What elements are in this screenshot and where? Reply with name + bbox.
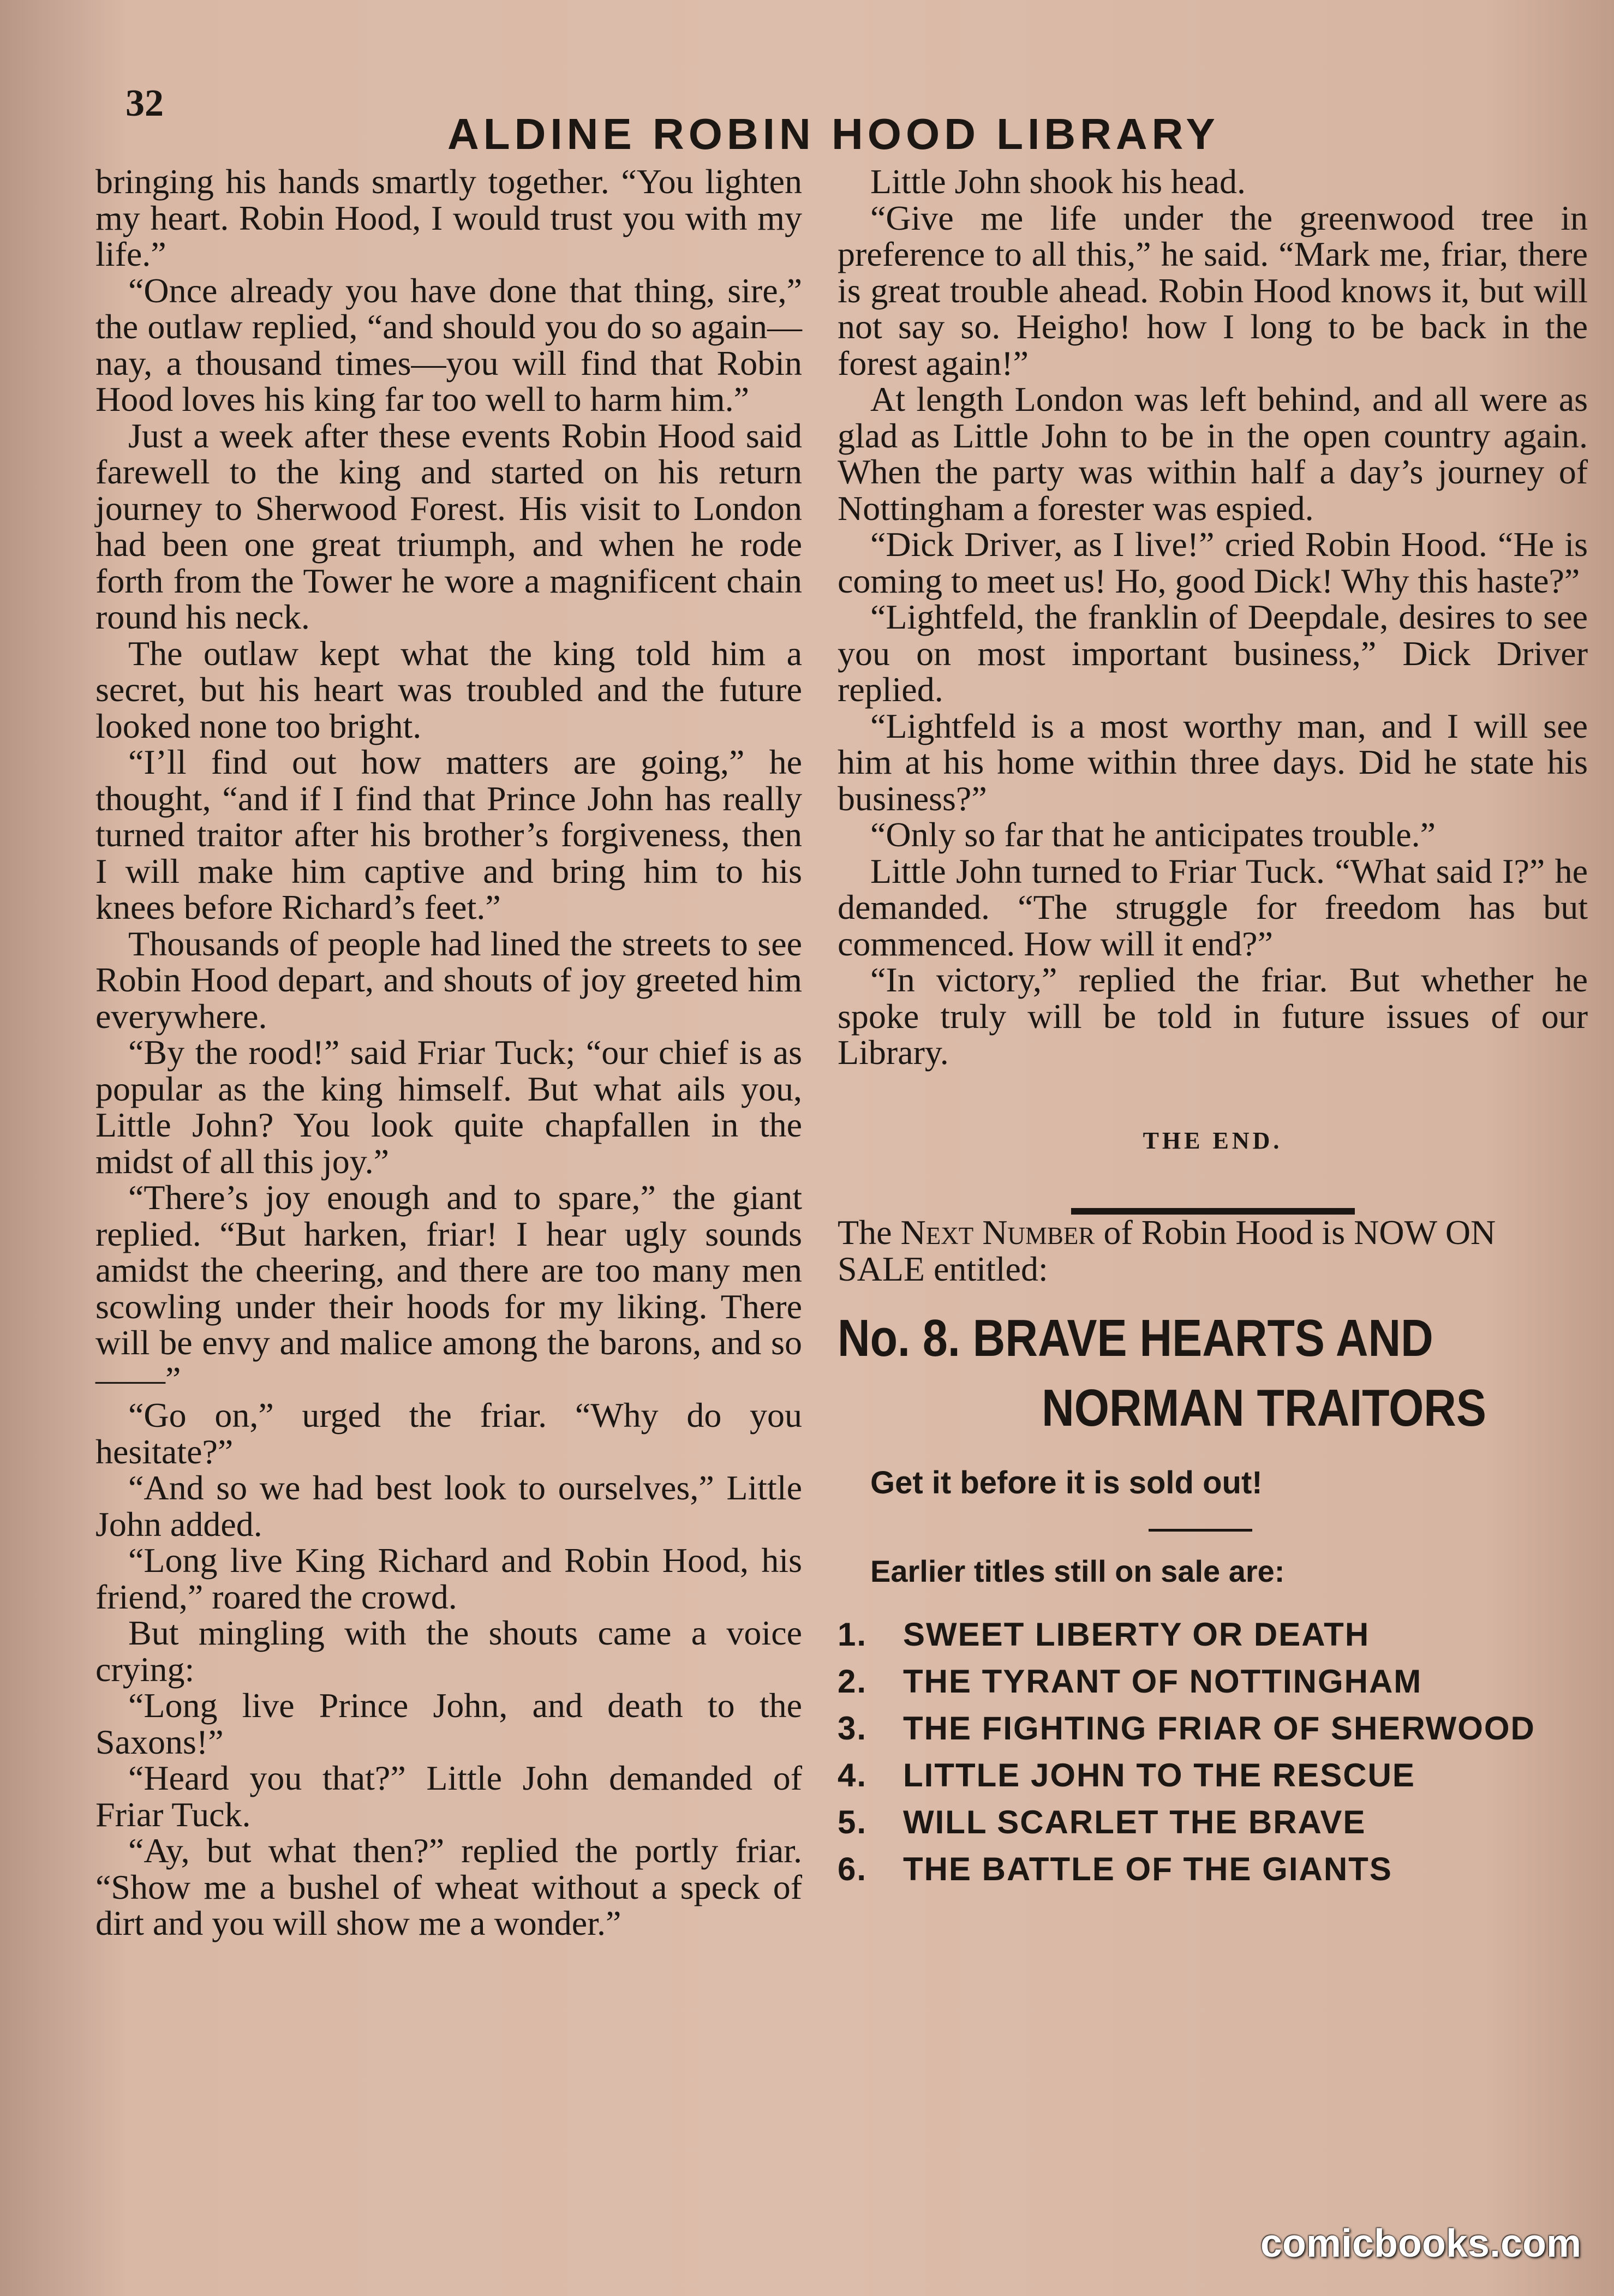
earlier-titles-list	[838, 1611, 1588, 1893]
earlier-title-text: SWEET LIBERTY OR DEATH	[903, 1616, 1370, 1653]
next-number-notice	[838, 1215, 1588, 1287]
left-paragraph: “I’ll find out how matters are going,” he thought, “and if I find that Prince John has really turned traitor after his brother’s forgiveness, then I will make him captive and bring him to his knees before Richard’s feet.”	[95, 743, 802, 926]
right-paragraph: “Give me life under the greenwood tree in preference to all this,” he said. “Mark me, friar, there is great trouble ahead. Robin Hood knows it, but will not say so. Heigho! how I long to be back in the forest again!”	[838, 198, 1588, 382]
right-column	[838, 164, 1588, 1893]
earlier-title-text: THE FIGHTING FRIAR OF SHERWOOD	[903, 1710, 1535, 1747]
left-paragraph: “Long live King Richard and Robin Hood, his friend,” roared the crowd.	[95, 1541, 802, 1616]
earlier-title-item	[838, 1705, 1588, 1752]
right-paragraph: “Only so far that he anticipates trouble.”	[870, 815, 1436, 854]
left-paragraph: “By the rood!” said Friar Tuck; “our chief is as popular as the king himself. But what ails you, Little John? You look quite chapfallen in the midst of all this joy.”	[95, 1033, 802, 1181]
right-paragraph: “Lightfeld is a most worthy man, and I will see him at his home within three days. Did he state his business?”	[838, 706, 1588, 818]
page-number: 32	[125, 82, 164, 124]
earlier-title-text: LITTLE JOHN TO THE RESCUE	[903, 1757, 1415, 1793]
next-number-the: The	[838, 1213, 901, 1252]
left-paragraph: Thousands of people had lined the streets to see Robin Hood depart, and shouts of joy greeted him everywhere.	[95, 924, 802, 1036]
left-paragraph: “Once already you have done that thing, sire,” the outlaw replied, “and should you do so again—nay, a thousand times—you will find that Robin Hood loves his king far too well to harm him.”	[95, 271, 802, 418]
earlier-title-item	[838, 1846, 1588, 1893]
next-number-label: Next Number	[900, 1213, 1095, 1252]
the-end-label: THE END.	[1143, 1127, 1283, 1154]
earlier-title-item	[838, 1752, 1588, 1799]
next-issue-title	[838, 1304, 1588, 1443]
right-paragraph: “Lightfeld, the franklin of Deepdale, desires to see you on most important business,” Dick Driver replied.	[838, 597, 1588, 709]
left-paragraph: “Ay, but what then?” replied the portly friar. “Show me a bushel of wheat without a speck of dirt and you will show me a wonder.”	[95, 1831, 802, 1942]
next-number-rest: of Robin Hood is NOW ON SALE entitled:	[838, 1213, 1496, 1288]
left-paragraph: “There’s joy enough and to spare,” the giant replied. “But harken, friar! I hear ugly sounds amidst the cheering, and there are too many men scowling under their hoods for my liking. There will be envy and malice among the barons, and so——”	[95, 1178, 802, 1398]
earlier-title-number: 6.	[838, 1851, 868, 1887]
right-column-text	[838, 164, 1588, 1071]
left-paragraph: But mingling with the shouts came a voice crying:	[95, 1613, 802, 1689]
short-divider	[1149, 1529, 1252, 1532]
earlier-title-number: 1.	[838, 1616, 868, 1653]
earlier-title-item	[838, 1799, 1588, 1846]
earlier-title-text: THE TYRANT OF NOTTINGHAM	[903, 1663, 1422, 1700]
left-column-text	[95, 164, 802, 1942]
earlier-title-item	[838, 1611, 1588, 1658]
sold-out-notice: Get it before it is sold out!	[870, 1465, 1263, 1500]
next-issue-title-line2: NORMAN TRAITORS	[1042, 1379, 1486, 1437]
left-column	[95, 164, 802, 1942]
earlier-title-number: 3.	[838, 1710, 868, 1747]
earlier-title-number: 2.	[838, 1663, 868, 1700]
right-paragraph: At length London was left behind, and all were as glad as Little John to be in the open country again. When the party was within half a day’s journey of Nottingham a forester was espied.	[838, 380, 1588, 528]
earlier-title-text: THE BATTLE OF THE GIANTS	[903, 1851, 1392, 1887]
earlier-title-text: WILL SCARLET THE BRAVE	[903, 1804, 1366, 1840]
left-paragraph: “Long live Prince John, and death to the Saxons!”	[95, 1686, 802, 1761]
earlier-title-number: 4.	[838, 1757, 868, 1793]
right-paragraph: Little John turned to Friar Tuck. “What said I?” he demanded. “The struggle for freedom has but commenced. How will it end?”	[838, 851, 1588, 963]
left-paragraph: The outlaw kept what the king told him a secret, but his heart was troubled and the future looked none too bright.	[95, 633, 802, 745]
left-paragraph: “Go on,” urged the friar. “Why do you hesitate?”	[95, 1396, 802, 1471]
left-paragraph: bringing his hands smartly together. “You lighten my heart. Robin Hood, I would trust you with my life.”	[95, 162, 802, 273]
watermark-text: comicbooks.com	[1260, 2222, 1581, 2265]
next-issue-title-line1: No. 8. BRAVE HEARTS AND	[838, 1309, 1433, 1367]
running-title: ALDINE ROBIN HOOD LIBRARY	[447, 110, 1220, 158]
earlier-title-number: 5.	[838, 1804, 868, 1840]
left-paragraph: “And so we had best look to ourselves,” Little John added.	[95, 1468, 802, 1544]
earlier-titles-label: Earlier titles still on sale are:	[870, 1553, 1285, 1588]
right-paragraph: Little John shook his head.	[870, 162, 1246, 201]
right-paragraph: “Dick Driver, as I live!” cried Robin Hood. “He is coming to meet us! Ho, good Dick! Why this haste?”	[838, 525, 1588, 600]
left-paragraph: “Heard you that?” Little John demanded of Friar Tuck.	[95, 1759, 802, 1834]
left-paragraph: Just a week after these events Robin Hood said farewell to the king and started on his return journey to Sherwood Forest. His visit to London had been one great triumph, and when he rode forth from the Tower he wore a magnificent chain round his neck.	[95, 416, 802, 636]
earlier-title-item	[838, 1658, 1588, 1705]
right-paragraph: “In victory,” replied the friar. But whether he spoke truly will be told in future issues of our Library.	[838, 960, 1588, 1072]
